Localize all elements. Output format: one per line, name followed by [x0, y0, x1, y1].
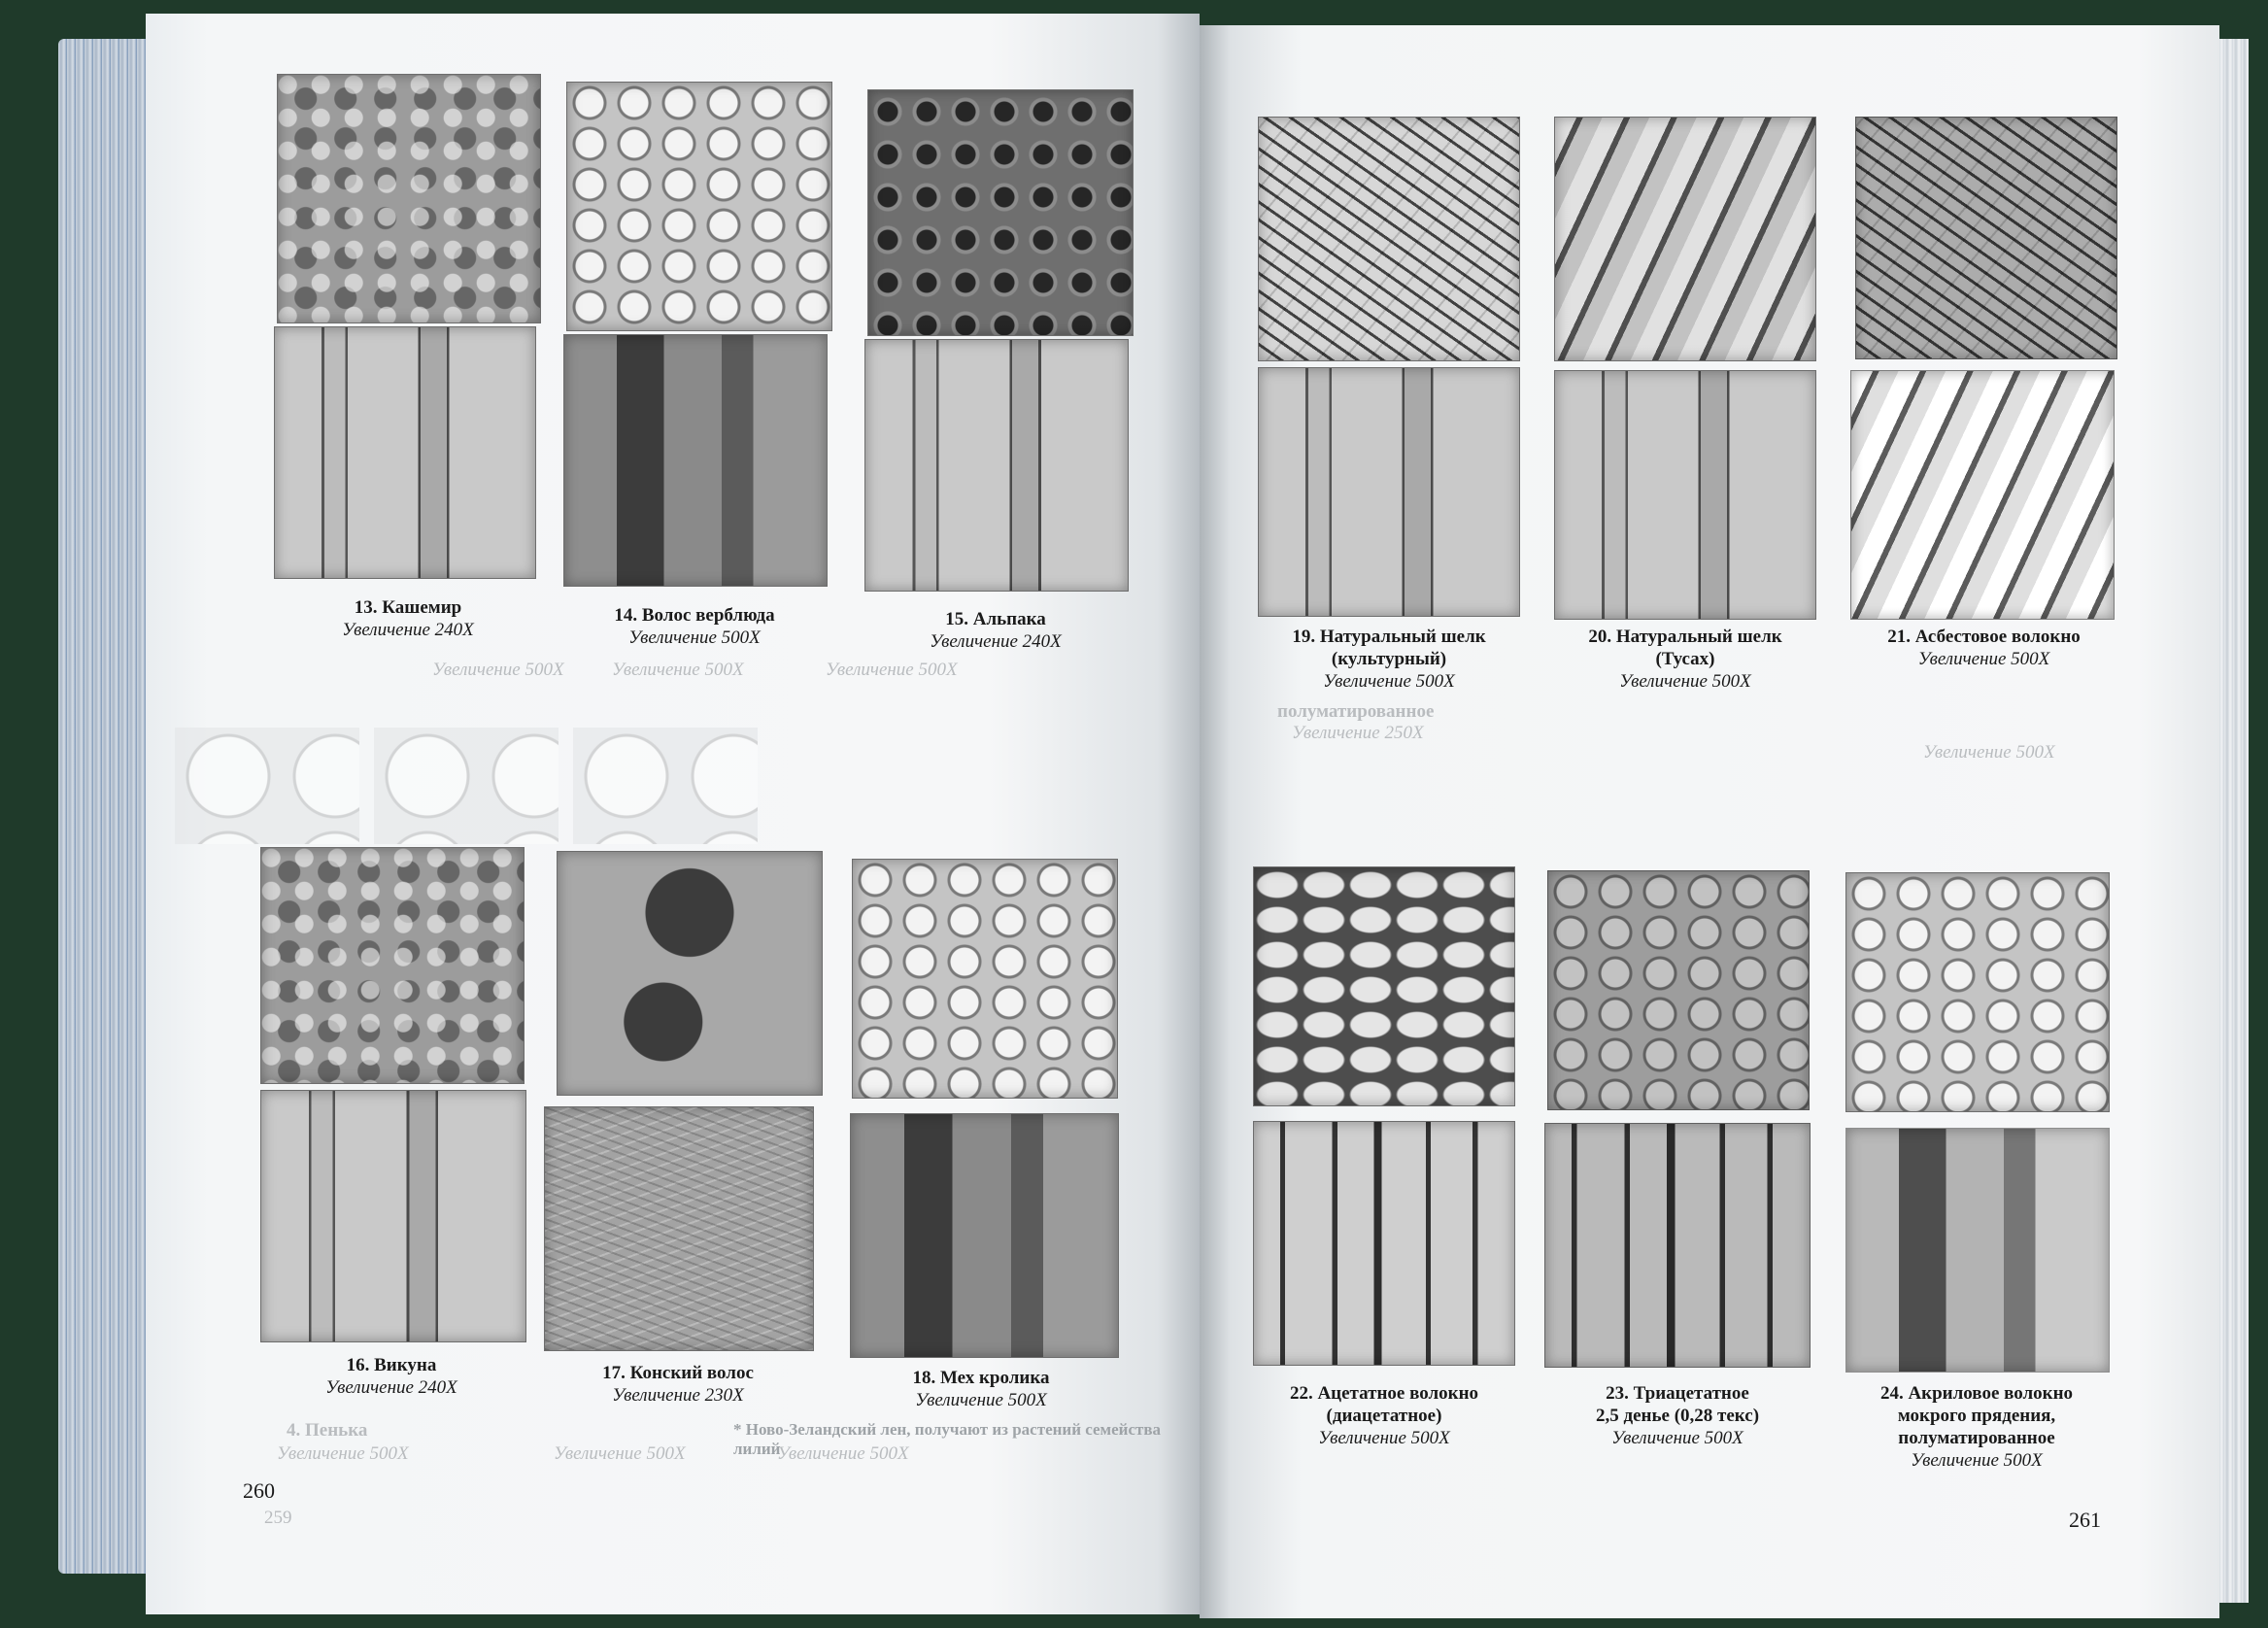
- micrograph-longitudinal: [1258, 367, 1520, 617]
- micrograph-cross-section: [867, 89, 1134, 336]
- micrograph-cross-section: [1253, 866, 1515, 1106]
- figure-caption: [1831, 1382, 2122, 1472]
- figure-magnification: Увеличение 500X: [915, 1390, 1047, 1410]
- figure-magnification: Увеличение 240X: [325, 1377, 457, 1398]
- figure-caption: [1540, 626, 1831, 693]
- figure-magnification: Увеличение 500X: [1917, 649, 2050, 669]
- bleed-through-text: Увеличение 500X: [777, 1443, 909, 1464]
- figure-title: 14. Волос верблюда: [614, 605, 775, 626]
- figure-caption: [549, 604, 840, 649]
- bleed-through-text: Увеличение 500X: [554, 1443, 686, 1464]
- figure-magnification: Увеличение 500X: [1619, 671, 1751, 692]
- micrograph-longitudinal: [274, 326, 536, 579]
- micrograph-longitudinal: [1544, 1123, 1811, 1368]
- figure-title: 13. Кашемир: [354, 597, 462, 618]
- page-number-bleed: 259: [264, 1508, 292, 1528]
- micrograph-cross-section: [277, 74, 541, 323]
- bleed-through-image: [573, 728, 758, 844]
- bleed-through-text: Увеличение 500X: [1923, 742, 2055, 763]
- micrograph-longitudinal: [544, 1106, 814, 1351]
- figure-title: 21. Асбестовое волокно: [1887, 627, 2081, 647]
- figure-title-line2: (культурный): [1331, 649, 1447, 669]
- micrograph-cross-section: [1258, 117, 1520, 361]
- left-page: [146, 14, 1200, 1614]
- figure-magnification: Увеличение 500X: [1611, 1428, 1743, 1448]
- figure-title-line3: полуматированное: [1898, 1428, 2055, 1448]
- figure-title: 19. Натуральный шелк: [1292, 627, 1486, 647]
- figure-magnification: Увеличение 500X: [1911, 1450, 2043, 1471]
- micrograph-cross-section: [1547, 870, 1810, 1110]
- figure-caption: [1836, 626, 2132, 670]
- micrograph-cross-section: [566, 82, 832, 331]
- figure-caption: [1243, 626, 1535, 693]
- figure-title-line2: 2,5 денье (0,28 текс): [1595, 1406, 1760, 1426]
- micrograph-longitudinal: [1554, 370, 1816, 620]
- figure-title: 20. Натуральный шелк: [1588, 627, 1782, 647]
- micrograph-longitudinal: [850, 1113, 1119, 1358]
- micrograph-longitudinal: [864, 339, 1129, 592]
- figure-caption: [246, 1354, 537, 1399]
- figure-title: 22. Ацетатное волокно: [1289, 1383, 1479, 1404]
- figure-magnification: Увеличение 500X: [1323, 671, 1455, 692]
- footnote: * Ново-Зеландский лен, получают из растений семейства лилий: [733, 1420, 1162, 1458]
- bleed-through-image: [175, 728, 359, 844]
- figure-title: 16. Викуна: [346, 1355, 437, 1375]
- figure-title: 23. Триацетатное: [1606, 1383, 1749, 1404]
- figure-title-line2: (Тусах): [1655, 649, 1715, 669]
- figure-magnification: Увеличение 230X: [612, 1385, 744, 1406]
- figure-title: 15. Альпака: [945, 609, 1046, 629]
- figure-magnification: Увеличение 240X: [930, 631, 1062, 652]
- figure-title-line2: (диацетатное): [1326, 1406, 1442, 1426]
- figure-title: 17. Конский волос: [602, 1363, 754, 1383]
- figure-caption: [262, 596, 554, 641]
- micrograph-longitudinal: [1253, 1121, 1515, 1366]
- micrograph-cross-section: [557, 851, 823, 1096]
- micrograph-longitudinal: [1845, 1128, 2110, 1373]
- bleed-through-text: Увеличение 500X: [277, 1443, 409, 1464]
- micrograph-longitudinal: [1850, 370, 2115, 620]
- figure-title-line2: мокрого прядения,: [1897, 1406, 2056, 1426]
- bleed-through-text: полуматированное: [1277, 701, 1435, 722]
- micrograph-longitudinal: [260, 1090, 526, 1342]
- figure-caption: [1532, 1382, 1823, 1449]
- figure-magnification: Увеличение 500X: [628, 627, 761, 648]
- figure-caption: [850, 608, 1141, 653]
- figure-caption: [1238, 1382, 1530, 1449]
- figure-caption: [532, 1362, 824, 1407]
- figure-title: 18. Мех кролика: [912, 1368, 1050, 1388]
- figure-title: 24. Акриловое волокно: [1879, 1383, 2074, 1404]
- micrograph-longitudinal: [563, 334, 828, 587]
- micrograph-cross-section: [1845, 872, 2110, 1112]
- page-number: 261: [2069, 1508, 2101, 1532]
- micrograph-cross-section: [852, 859, 1118, 1099]
- figure-magnification: Увеличение 500X: [1318, 1428, 1450, 1448]
- page-number: 260: [243, 1478, 275, 1503]
- figure-magnification: Увеличение 240X: [342, 620, 474, 640]
- micrograph-cross-section: [260, 847, 525, 1084]
- bleed-through-text: Увеличение 500X: [432, 660, 564, 680]
- bleed-through-text: Увеличение 250X: [1292, 723, 1424, 743]
- bleed-through-text: Увеличение 500X: [826, 660, 958, 680]
- bleed-through-text: 4. Пенька: [287, 1420, 368, 1441]
- right-page: [1200, 25, 2219, 1618]
- micrograph-cross-section: [1554, 117, 1816, 361]
- bleed-through-image: [374, 728, 559, 844]
- micrograph-cross-section: [1855, 117, 2117, 359]
- bleed-through-text: Увеличение 500X: [612, 660, 744, 680]
- figure-caption: [835, 1367, 1127, 1411]
